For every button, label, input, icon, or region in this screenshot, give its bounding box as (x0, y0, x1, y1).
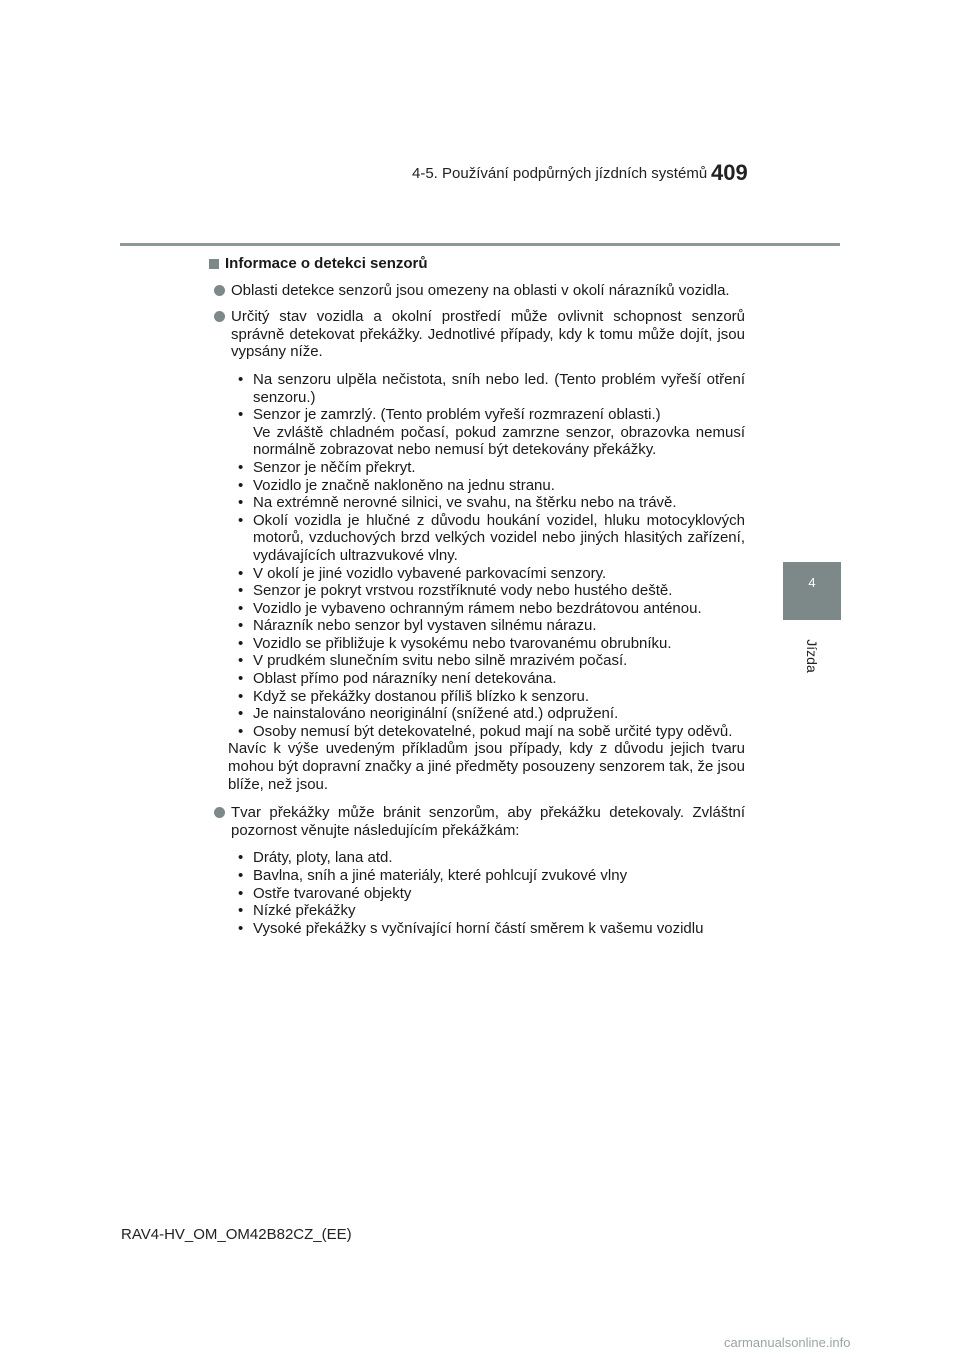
chapter-tab-label: Jízda (804, 639, 820, 673)
list-item: • Dráty, ploty, lana atd. (238, 849, 393, 867)
circle-bullet-icon (214, 311, 225, 322)
main-content (225, 255, 745, 937)
list-item: • Vozidlo je vybaveno ochranným rámem nebo bezdrátovou anténou. (238, 599, 702, 617)
note-paragraph: Navíc k výše uvedeným příkladům jsou případy, kdy z důvodu jejich tvaru mohou být dopravní značky a jiné předměty posouzeny senzorem tak, že jsou blíže, než jsou. (228, 740, 745, 793)
watermark: carmanualsonline.info (724, 1335, 851, 1350)
header-rule (120, 243, 840, 246)
list-item: • Vozidlo se přibližuje k vysokému nebo tvarovanému obrubníku. (238, 634, 672, 652)
chapter-tab-number: 4 (808, 575, 816, 590)
circle-bullet-icon (214, 807, 225, 818)
list-item: • Senzor je zamrzlý. (Tento problém vyřeší rozmrazení oblasti.) Ve zvláště chladném počasí, pokud zamrzne senzor, obrazovka nemusí normálně zobrazovat nebo nemusí být detekovány překážky. (238, 406, 745, 459)
list-item: • Ostře tvarované objekty (238, 884, 412, 902)
conditions-list (231, 371, 745, 740)
list-item: • Nárazník nebo senzor byl vystaven silnému nárazu. (238, 617, 597, 635)
list-item: • Vozidlo je značně nakloněno na jednu stranu. (238, 476, 555, 494)
list-item: • Senzor je pokryt vrstvou rozstříknuté vody nebo hustého deště. (238, 582, 673, 600)
list-item: • Je nainstalováno neoriginální (snížené atd.) odpružení. (238, 705, 619, 723)
bullet-paragraph: Oblasti detekce senzorů jsou omezeny na oblasti v okolí nárazníků vozidla. (231, 282, 745, 300)
bullet-paragraph: Tvar překážky může bránit senzorům, aby překážku detekovaly. Zvláštní pozornost věnujte následujícím překážkám: (231, 804, 745, 839)
list-item: • Bavlna, sníh a jiné materiály, které pohlcují zvukové vlny (238, 867, 628, 884)
page-number: 409 (711, 160, 748, 185)
list-item: • V prudkém slunečním svitu nebo silně mrazivém počasí. (238, 652, 628, 670)
list-item: • Osoby nemusí být detekovatelné, pokud mají na sobě určité typy oděvů. (238, 722, 733, 740)
list-item: • Na extrémně nerovné silnici, ve svahu, na štěrku nebo na trávě. (238, 494, 677, 512)
bullet-paragraph: Určitý stav vozidla a okolní prostředí může ovlivnit schopnost senzorů správně detekovat překážky. Jednotlivé případy, kdy k tomu může dojít, jsou vypsány níže. (231, 308, 745, 361)
circle-bullet-icon (214, 285, 225, 296)
obstacles-list (231, 849, 745, 937)
section-heading (209, 255, 745, 273)
square-bullet-icon (209, 259, 219, 269)
list-item: • Na senzoru ulpěla nečistota, sníh nebo led. (Tento problém vyřeší otření senzoru.) (238, 370, 745, 406)
header-section-title: 4-5. Používání podpůrných jízdních systémů (412, 165, 708, 182)
chapter-tab (783, 562, 841, 620)
list-item: • V okolí je jiné vozidlo vybavené parkovacími senzory. (238, 564, 607, 582)
list-item: • Senzor je něčím překryt. (238, 458, 416, 476)
section-title: Informace o detekci senzorů (225, 255, 428, 272)
footer-doc-code: RAV4-HV_OM_OM42B82CZ_(EE) (121, 1226, 352, 1243)
list-item: • Okolí vozidla je hlučné z důvodu houkání vozidel, hluku motocyklových motorů, vzduchových brzd velkých vozidel nebo jiných hlasitých zařízení, vydávajících ultrazvukové vlny. (238, 511, 745, 564)
list-item: • Když se překážky dostanou příliš blízko k senzoru. (238, 687, 589, 705)
list-item: • Nízké překážky (238, 902, 356, 920)
list-item: • Vysoké překážky s vyčnívající horní částí směrem k vašemu vozidlu (238, 919, 704, 937)
list-item: • Oblast přímo pod nárazníky není detekována. (238, 670, 557, 688)
